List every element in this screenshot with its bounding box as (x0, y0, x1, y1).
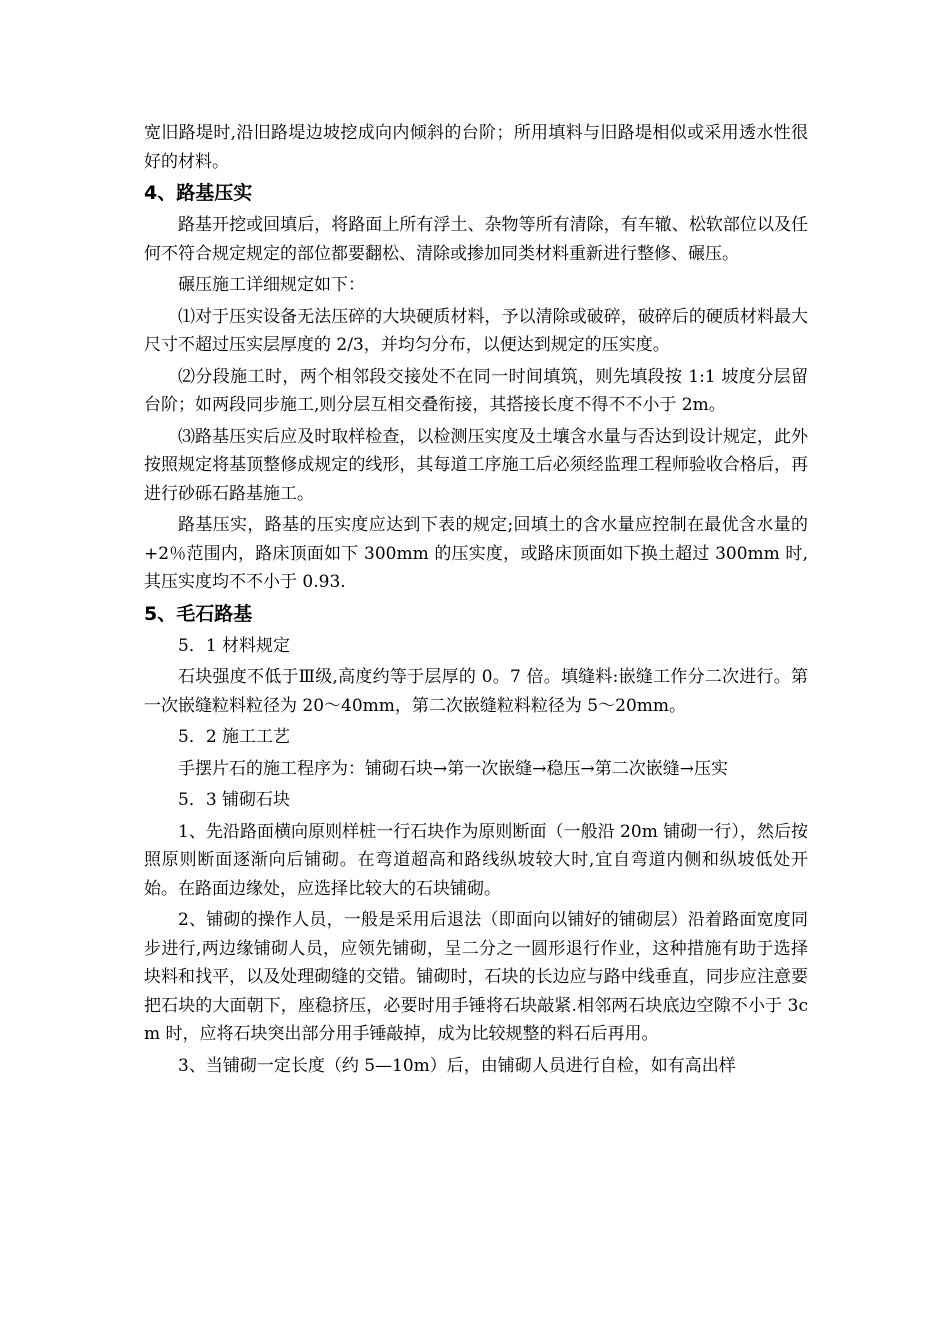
section-heading-5: 5、毛石路基 (144, 602, 253, 625)
paragraph-5-2: 石块强度不低于Ⅲ级,高度约等于层厚的 0。7 倍。填缝料:嵌缝工作分二次进行。第一次嵌缝粒料粒径为 20～40mm，第二次嵌缝粒料粒径为 5～20mm。 (144, 667, 808, 716)
document-body (144, 119, 808, 1080)
paragraph-4-5: ⑶路基压实后应及时取样检查，以检测压实度及土壤含水量与否达到设计规定，此外按照规定将基顶整修成规定的线形，其每道工序施工后必须经监理工程师验收合格后，再进行砂砾石路基施工。 (144, 426, 808, 504)
subheading-5-2: 5．2 施工工艺 (178, 727, 291, 747)
paragraph-4-2: 碾压施工详细规定如下： (178, 275, 365, 295)
section-heading-4: 4、路基压实 (144, 182, 253, 204)
paragraph-4-6: 路基压实，路基的压实度应达到下表的规定;回填土的含水量应控制在最优含水量的+2％范围内，路床顶面如下 300mm 的压实度，或路床顶面如下换土超过 300mm 时,其压实度均不不小于 0.93. (144, 515, 808, 592)
paragraph-4-3: ⑴对于压实设备无法压碎的大块硬质材料，予以清除或破碎，破碎后的硬质材料最大尺寸不超过压实层厚度的 2/3，并均匀分布，以便达到规定的压实度。 (144, 306, 808, 355)
paragraph-4-4: ⑵分段施工时，两个相邻段交接处不在同一时间填筑，则先填段按 1:1 坡度分层留台阶；如两段同步施工,则分层互相交叠衔接，其搭接长度不得不不小于 2m。 (144, 366, 808, 415)
paragraph-5-8: 3、当铺砌一定长度（约 5—10m）后，由铺砌人员进行自检，如有高出样 (178, 1055, 736, 1076)
paragraph-4-1: 路基开挖或回填后，将路面上所有浮土、杂物等所有清除，有车辙、松软部位以及任何不符合规定规定的部位都要翻松、清除或掺加同类材料重新进行整修、碾压。 (144, 215, 808, 264)
subheading-5-1: 5．1 材料规定 (178, 635, 291, 656)
paragraph-5-7: 2、铺砌的操作人员，一般是采用后退法（即面向以铺好的铺砌层）沿着路面宽度同步进行,两边缘铺砌人员，应领先铺砌，呈二分之一圆形退行作业，这种措施有助于选择块料和找平，以及处理砌缝的交错。铺砌时，石块的长边应与路中线垂直，同步应注意要把石块的大面朝下，座稳挤压，必要时用手锤将石块敲紧.相邻两石块底边空隙不小于 3cm 时，应将石块突出部分用手锤敲掉，成为比较规整的料石后再用。 (144, 910, 808, 1044)
paragraph-intro: 宽旧路堤时,沿旧路堤边坡挖成向内倾斜的台阶；所用填料与旧路堤相似或采用透水性很好的材料。 (144, 123, 808, 172)
subheading-5-3: 5．3 铺砌石块 (178, 790, 291, 810)
paragraph-5-6: 1、先沿路面横向原则样桩一行石块作为原则断面（一般沿 20m 铺砌一行），然后按照原则断面逐渐向后铺砌。在弯道超高和路线纵坡较大时,宜自弯道内侧和纵坡低处开始。在路面边缘处，应选择比较大的石块铺砌。 (144, 821, 808, 899)
paragraph-5-4: 手摆片石的施工程序为：铺砌石块→第一次嵌缝→稳压→第二次嵌缝→压实 (178, 758, 728, 779)
